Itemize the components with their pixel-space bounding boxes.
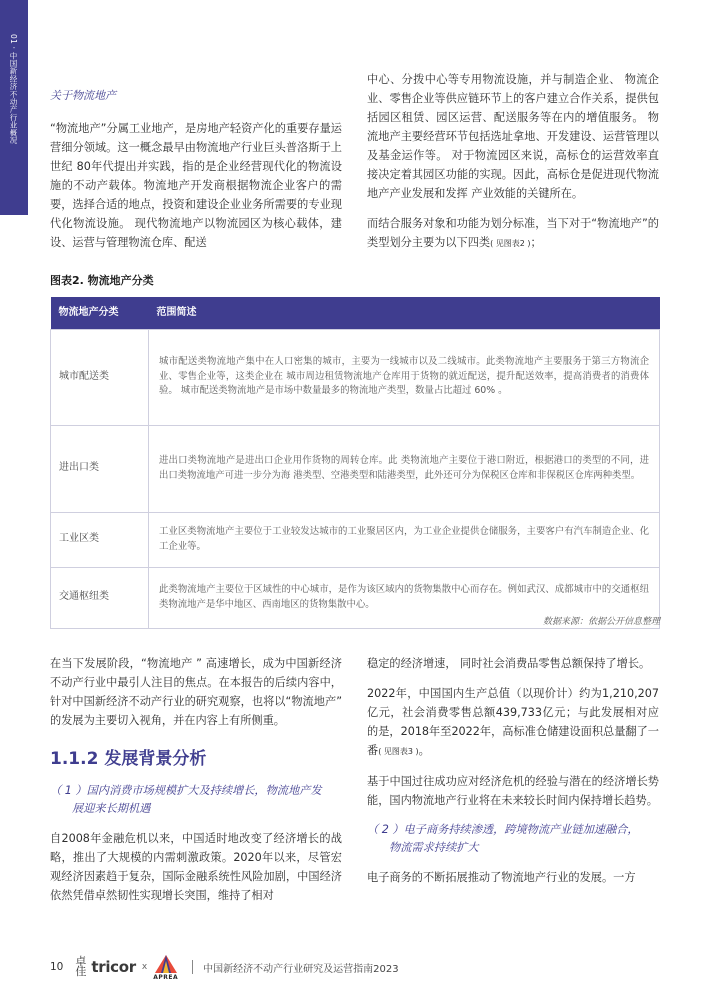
intro-paragraph-3	[367, 214, 659, 253]
table-row	[51, 329, 660, 425]
aprea-triangle-icon	[154, 954, 178, 974]
chapter-label: 01 · 中国新经济不动产行业概况	[9, 34, 18, 145]
body-paragraph-7-end: 。	[418, 744, 430, 757]
aprea-logo-text: APREA	[153, 973, 179, 981]
section-title: 1.1.2 发展背景分析	[50, 749, 207, 769]
subheading-1	[50, 782, 342, 818]
logo-separator: x	[141, 962, 148, 972]
intro-paragraph-2: 中心、分拨中心等专用物流设施，并与制造企业、 物流企业、零售企业等供应链环节上的客户建立合作关系，提供包括园区租赁、园区运营、配送服务等在内的增值服务。 物流地产主要经营环节包括选址拿地、开发建设、运营管理以及基金运作等。 对于物流园区来说，高标仓的运营效率直接决定着其园区功能的实现。因此，高标仓是促进现代物流地产产业发展和发挥 产业效能的关键所在。	[367, 73, 659, 200]
intro-paragraph-3-end: ；	[530, 236, 542, 249]
tricor-logo: tricor	[91, 958, 136, 976]
table-header-category: 物流地产分类	[51, 297, 149, 329]
page-footer	[50, 952, 399, 982]
data-source-note: 数据来源：依据公开信息整理	[542, 617, 660, 627]
intro-right-column	[367, 70, 659, 264]
aprea-logo	[153, 954, 178, 981]
description-cell: 城市配送类物流地产集中在人口密集的城市，主要为一线城市以及二线城市。此类物流地产主要服务于第三方物流企业、零售企业等，这类企业在 城市周边租赁物流地产仓库用于货物的就近配送，提升配送效率，提高消费者的消费体验。 城市配送类物流地产是市场中数量最多的物流地产类型，数量占比超过 60% 。	[149, 329, 660, 425]
body-paragraph-9: 电子商务的不断拓展推动了物流地产行业的发展。一方	[367, 871, 636, 884]
category-cell: 城市配送类	[51, 329, 149, 425]
description-cell: 工业区类物流地产主要位于工业较发达城市的工业聚居区内，为工业企业提供仓储服务，主要客户有汽车制造企业、化工企业等。	[149, 512, 660, 567]
body-paragraph-4: 在当下发展阶段，“物流地产 ” 高速增长，成为中国新经济不动产行业中最引人注目的焦点。在本报告的后续内容中，针对中国新经济不动产行业的研究观察，也将以“物流地产” 的发展为主要切入视角，并在内容上有所侧重。	[50, 657, 342, 727]
chart-reference: ( 见图表3 )	[378, 747, 419, 756]
body-paragraph-7-text: 2022年，中国国内生产总值（以现价计）约为1,210,207 亿元，社会消费零售总额439,733亿元；与此发展相对应的是，2018年至2022年，高标准仓储建设面积总量翻了一番	[367, 687, 659, 757]
guide-title: 中国新经济不动产行业研究及运营指南2023	[203, 963, 399, 975]
subheading-2	[367, 821, 659, 857]
body-right-column	[367, 654, 659, 898]
footer-divider	[192, 960, 193, 974]
table-title: 图表2. 物流地产分类	[50, 274, 154, 287]
body-paragraph-5: 自2008年金融危机以来，中国适时地改变了经济增长的战略，推出了大规模的内需刺激政策。2020年以来，尽管宏观经济因素趋于复杂，国际金融系统性风险加剧，中国经济依然凭借卓然韧性实现增长突围，维持了相对	[50, 832, 342, 902]
subheading-1-line-1: （ 1 ）国内消费市场规模扩大及持续增长，物流地产发	[50, 784, 322, 797]
chart-reference: ( 见图表2 )	[490, 239, 531, 248]
category-cell: 进出口类	[51, 425, 149, 512]
category-cell: 工业区类	[51, 512, 149, 567]
category-cell: 交通枢纽类	[51, 567, 149, 628]
table-header-description: 范围简述	[149, 297, 660, 329]
body-paragraph-7	[367, 684, 659, 761]
page-number: 10	[50, 961, 64, 973]
intro-left-column	[50, 86, 342, 263]
table-row	[51, 512, 660, 567]
intro-paragraph-3-text: 而结合服务对象和功能为划分标准，当下对于“物流地产”的类型划分主要为以下四类	[367, 217, 659, 249]
intro-paragraph-1: “物流地产”分属工业地产，是房地产轻资产化的重要存量运营细分领域。这一概念最早由物流地产行业巨头普洛斯于上世纪 80年代提出并实践，指的是企业经营现代化的物流设施的不动产载体。物流地产开发商根据物流企业客户的需要，选择合适的地点，投资和建设企业业务所需要的专业现代化物流设施。 现代物流地产以物流园区为核心载体，建设、运营与管理物流仓库、配送	[50, 122, 342, 249]
table-header-row	[51, 297, 660, 329]
subheading-1-line-2: 展迎来长期机遇	[72, 802, 151, 815]
section-heading: 关于物流地产	[50, 89, 116, 102]
table-row	[51, 425, 660, 512]
body-left-column	[50, 654, 342, 916]
chapter-side-tab	[0, 0, 28, 215]
description-cell: 此类物流地产主要位于区域性的中心城市，是作为该区域内的货物集散中心而存在。例如武汉、成都城市中的交通枢纽类物流地产是华中地区、西南地区的货物集散中心。	[149, 567, 660, 628]
tricor-cn-logo: 卓佳	[75, 955, 87, 978]
category-table	[50, 297, 660, 629]
body-paragraph-6: 稳定的经济增速， 同时社会消费品零售总额保持了增长。	[367, 657, 651, 670]
subheading-2-line-2: 物流需求持续扩大	[389, 841, 479, 854]
subheading-2-line-1: （ 2 ）电子商务持续渗透，跨境物流产业链加速融合，	[367, 823, 639, 836]
body-paragraph-8: 基于中国过往成功应对经济危机的经验与潜在的经济增长势能，国内物流地产行业将在未来较长时间内保持增长趋势。	[367, 775, 659, 807]
description-cell: 进出口类物流地产是进出口企业用作货物的周转仓库。此 类物流地产主要位于港口附近，根据港口的类型的不同，进出口类物流地产可进一步分为海 港类型、空港类型和陆港类型，此外还可分为保税区仓库和非保税区仓库两种类型。	[149, 425, 660, 512]
